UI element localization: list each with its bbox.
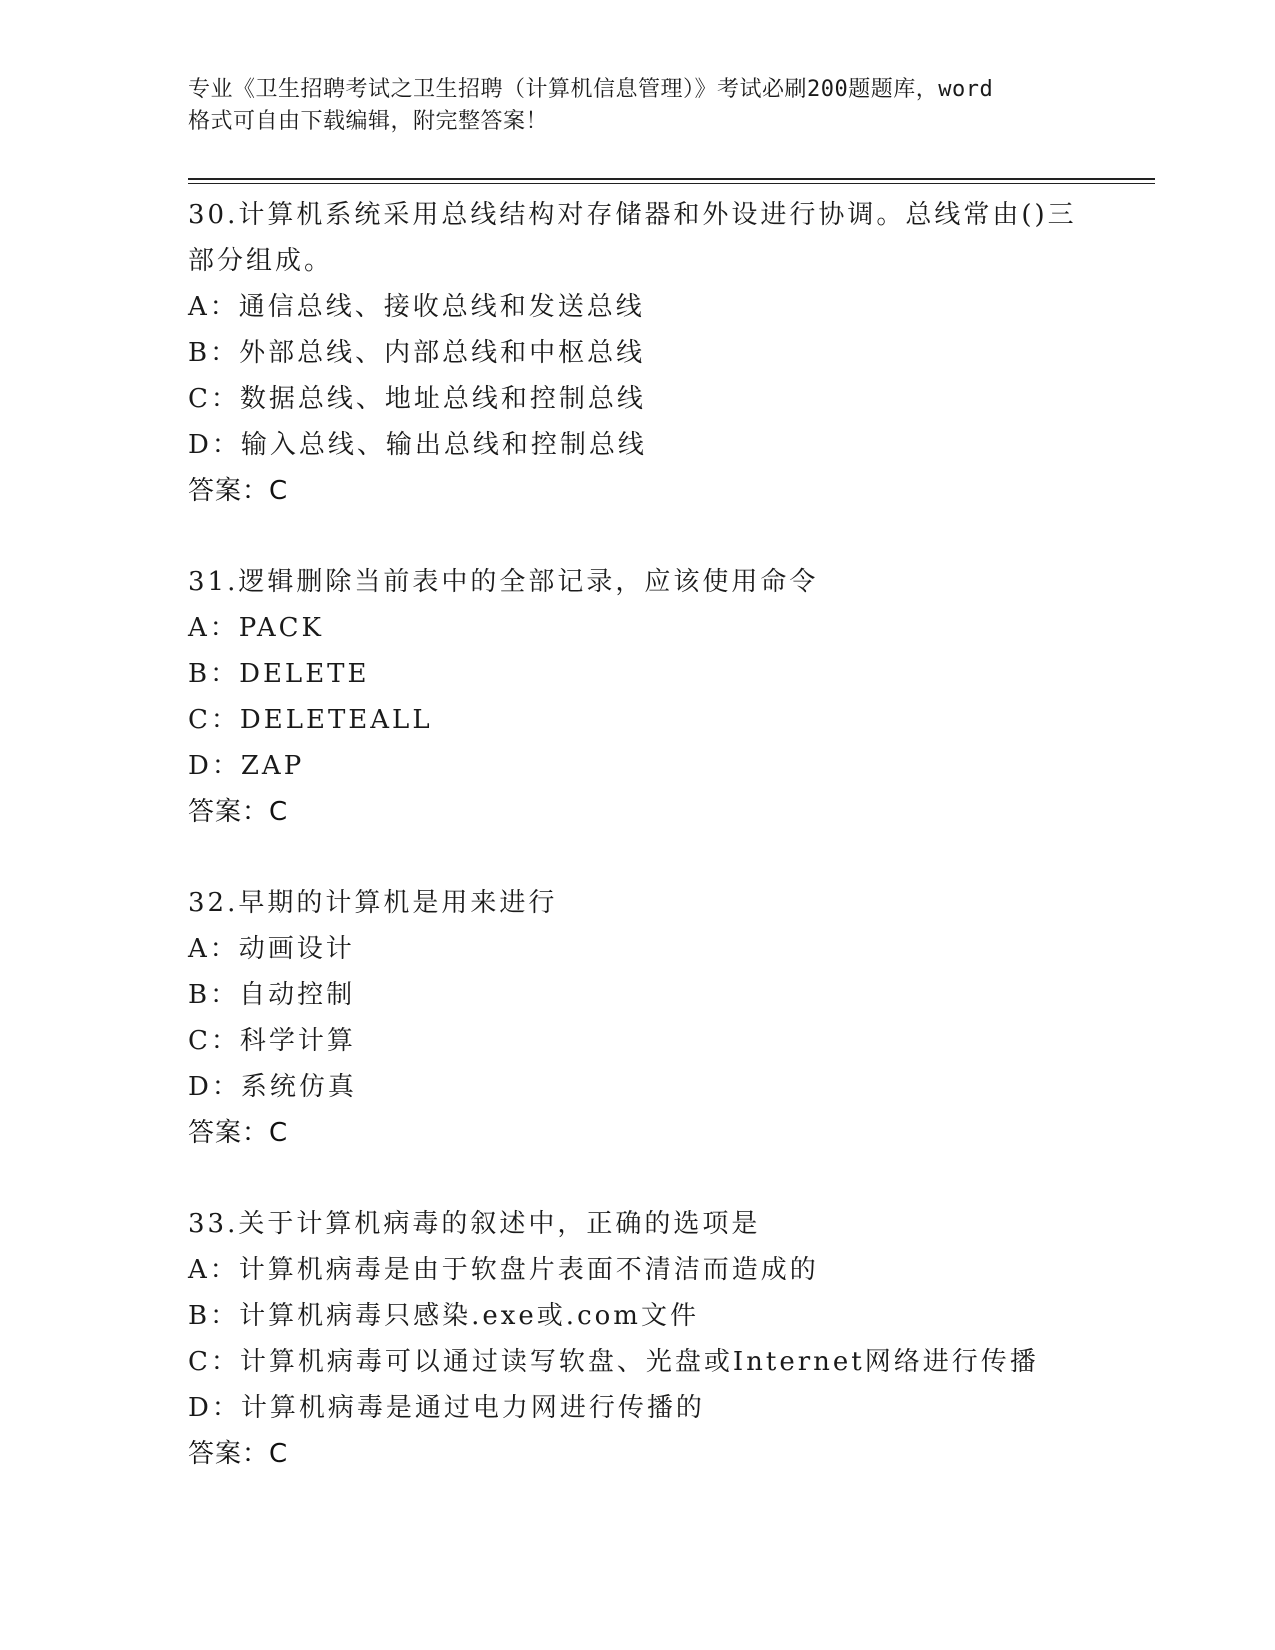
option-b: B：自动控制 bbox=[188, 980, 356, 1010]
option-d: D：系统仿真 bbox=[188, 1072, 357, 1102]
header-divider-thick bbox=[188, 178, 1155, 180]
option-a: A：动画设计 bbox=[188, 934, 355, 964]
answer: 答案：C bbox=[188, 476, 289, 506]
answer: 答案：C bbox=[188, 1439, 289, 1469]
question-33 bbox=[188, 1201, 1088, 1477]
option-b: B：DELETE bbox=[188, 659, 370, 689]
question-stem: 33.关于计算机病毒的叙述中，正确的选项是 bbox=[188, 1209, 761, 1239]
option-b: B：外部总线、内部总线和中枢总线 bbox=[188, 338, 646, 368]
question-spacer bbox=[188, 514, 1088, 559]
question-stem: 30.计算机系统采用总线结构对存储器和外设进行协调。总线常由()三 bbox=[188, 200, 1077, 230]
option-d: D：输入总线、输出总线和控制总线 bbox=[188, 430, 647, 460]
option-b: B：计算机病毒只感染.exe或.com文件 bbox=[188, 1301, 699, 1331]
option-c: C：科学计算 bbox=[188, 1026, 356, 1056]
option-d: D：ZAP bbox=[188, 751, 305, 781]
option-a: A：计算机病毒是由于软盘片表面不清洁而造成的 bbox=[188, 1255, 819, 1285]
question-stem-continued: 部分组成。 bbox=[188, 246, 334, 276]
header-line-2: 格式可自由下载编辑，附完整答案！ bbox=[188, 109, 549, 134]
option-c: C：DELETEALL bbox=[188, 705, 433, 735]
question-30 bbox=[188, 192, 1088, 514]
answer: 答案：C bbox=[188, 1118, 289, 1148]
question-list bbox=[188, 192, 1088, 1477]
question-31 bbox=[188, 559, 1088, 835]
answer: 答案：C bbox=[188, 797, 289, 827]
option-d: D：计算机病毒是通过电力网进行传播的 bbox=[188, 1393, 705, 1423]
question-spacer bbox=[188, 835, 1088, 880]
option-c: C：计算机病毒可以通过读写软盘、光盘或Internet网络进行传播 bbox=[188, 1347, 1039, 1377]
option-a: A：PACK bbox=[188, 613, 324, 643]
header-line-1: 专业《卫生招聘考试之卫生招聘（计算机信息管理）》考试必刷200题题库，word bbox=[188, 77, 994, 102]
option-c: C：数据总线、地址总线和控制总线 bbox=[188, 384, 646, 414]
document-header bbox=[188, 74, 1088, 138]
question-stem: 32.早期的计算机是用来进行 bbox=[188, 888, 558, 918]
question-32 bbox=[188, 880, 1088, 1156]
question-stem: 31.逻辑删除当前表中的全部记录，应该使用命令 bbox=[188, 567, 819, 597]
option-a: A：通信总线、接收总线和发送总线 bbox=[188, 292, 645, 322]
header-divider-thin bbox=[188, 183, 1155, 184]
question-spacer bbox=[188, 1156, 1088, 1201]
